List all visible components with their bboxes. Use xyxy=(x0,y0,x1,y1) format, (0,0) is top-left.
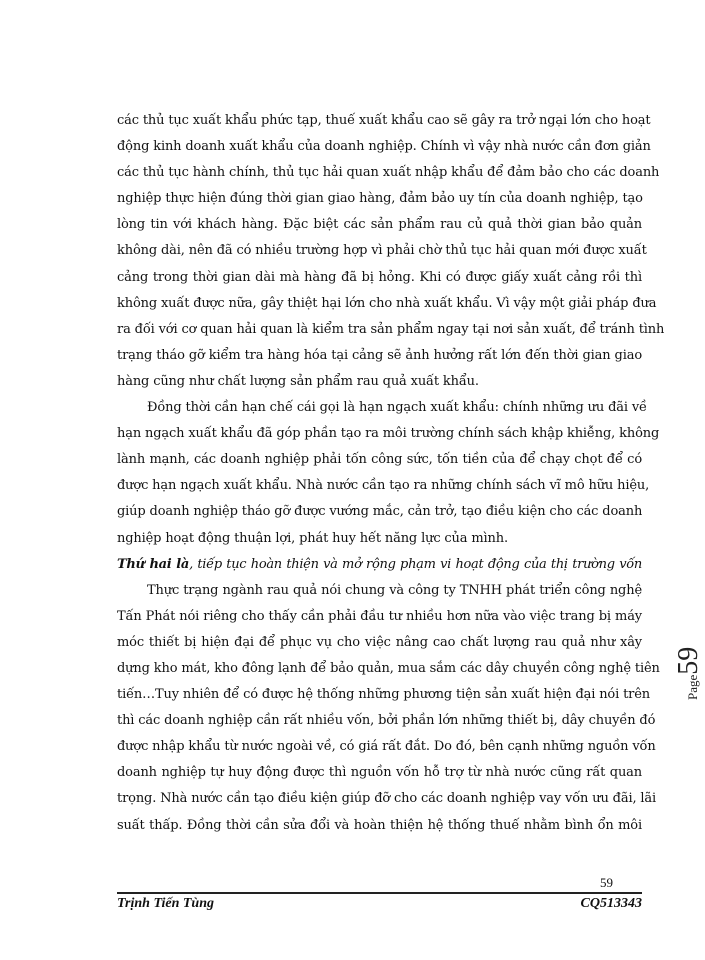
text-line: giúp doanh nghiệp tháo gỡ được vướng mắc, cản trở, tạo điều kiện cho các doanh xyxy=(117,504,643,520)
text-line: các thủ tục hành chính, thủ tục hải quan xuất nhập khẩu để đảm bảo cho các doanh xyxy=(117,165,660,181)
page-number: 59 xyxy=(600,875,613,890)
footer-code: CQ513343 xyxy=(580,896,642,911)
text-line: dựng kho mát, kho đông lạnh để bảo quản, mua sắm các dây chuyền công nghệ tiên xyxy=(117,660,660,676)
side-page-marker xyxy=(673,647,705,700)
text-line: tiến…Tuy nhiên để có được hệ thống những phương tiện sản xuất hiện đại nói trên xyxy=(117,687,651,703)
text-line: cảng trong thời gian dài mà hàng đã bị hỏng. Khi có được giấy xuất cảng rồi thì xyxy=(117,269,642,285)
text-line: được nhập khẩu từ nước ngoài về, có giá rất đắt. Do đó, bên cạnh những nguồn vốn xyxy=(117,739,656,755)
footer-divider xyxy=(117,892,642,894)
text-line: lòng tin với khách hàng. Đặc biệt các sản phẩm rau củ quả thời gian bảo quản xyxy=(117,217,642,233)
text-line: trạng tháo gỡ kiểm tra hàng hóa tại cảng sẽ ảnh hưởng rất lớn đến thời gian giao xyxy=(117,347,642,363)
text-line: suất thấp. Đồng thời cần sửa đổi và hoàn thiện hệ thống thuế nhằm bình ổn môi xyxy=(117,817,642,833)
text-line: Đồng thời cần hạn chế cái gọi là hạn ngạch xuất khẩu: chính những ưu đãi về xyxy=(147,400,647,416)
text-line: được hạn ngạch xuất khẩu. Nhà nước cần tạo ra những chính sách vĩ mô hữu hiệu, xyxy=(117,478,650,494)
text-line: nghiệp thực hiện đúng thời gian giao hàng, đảm bảo uy tín của doanh nghiệp, tạo xyxy=(117,191,643,207)
text-line: không xuất được nữa, gây thiệt hại lớn cho nhà xuất khẩu. Vì vậy một giải pháp đưa xyxy=(117,295,657,311)
text-line: hạn ngạch xuất khẩu đã góp phần tạo ra môi trường chính sách khập khiễng, không xyxy=(117,426,660,442)
text-line: các thủ tục xuất khẩu phức tạp, thuế xuất khẩu cao sẽ gây ra trở ngại lớn cho hoạt xyxy=(117,113,651,128)
text-line: lành mạnh, các doanh nghiệp phải tốn công sức, tốn tiền của để chạy chọt để có xyxy=(117,452,642,468)
text-line: nghiệp hoạt động thuận lợi, phát huy hết năng lực của mình. xyxy=(117,530,508,546)
heading-text: , tiếp tục hoàn thiện và mở rộng phạm vi hoạt động của thị trường vốn xyxy=(189,556,642,572)
text-line: thì các doanh nghiệp cần rất nhiều vốn, bởi phần lớn những thiết bị, dây chuyền đó xyxy=(117,713,656,729)
side-page-number: 59 xyxy=(673,646,704,675)
heading-lead: Thứ hai là xyxy=(117,556,190,572)
section-heading xyxy=(117,552,642,578)
text-line: động kinh doanh xuất khẩu của doanh nghiệp. Chính vì vậy nhà nước cần đơn giản xyxy=(117,139,651,155)
text-line: không dài, nên đã có nhiều trường hợp vì phải chờ thủ tục hải quan mới được xuất xyxy=(117,243,647,259)
text-line: doanh nghiệp tự huy động được thì nguồn vốn hỗ trợ từ nhà nước cũng rất quan xyxy=(117,765,642,781)
side-page-label: Page xyxy=(685,674,700,700)
text-line: trọng. Nhà nước cần tạo điều kiện giúp đỡ cho các doanh nghiệp vay vốn ưu đãi, lãi xyxy=(117,791,657,807)
text-line: Thực trạng ngành rau quả nói chung và công ty TNHH phát triển công nghệ xyxy=(147,582,642,598)
footer-author: Trịnh Tiến Tùng xyxy=(117,896,214,911)
text-line: móc thiết bị hiện đại để phục vụ cho việc nâng cao chất lượng rau quả như xây xyxy=(117,634,642,650)
text-line: Tấn Phát nói riêng cho thấy cần phải đầu tư nhiều hơn nữa vào việc trang bị máy xyxy=(117,608,642,624)
text-line: hàng cũng như chất lượng sản phẩm rau quả xuất khẩu. xyxy=(117,373,479,389)
body-text xyxy=(117,108,665,839)
text-line: ra đối với cơ quan hải quan là kiểm tra sản phẩm ngay tại nơi sản xuất, để tránh tình xyxy=(117,321,665,337)
